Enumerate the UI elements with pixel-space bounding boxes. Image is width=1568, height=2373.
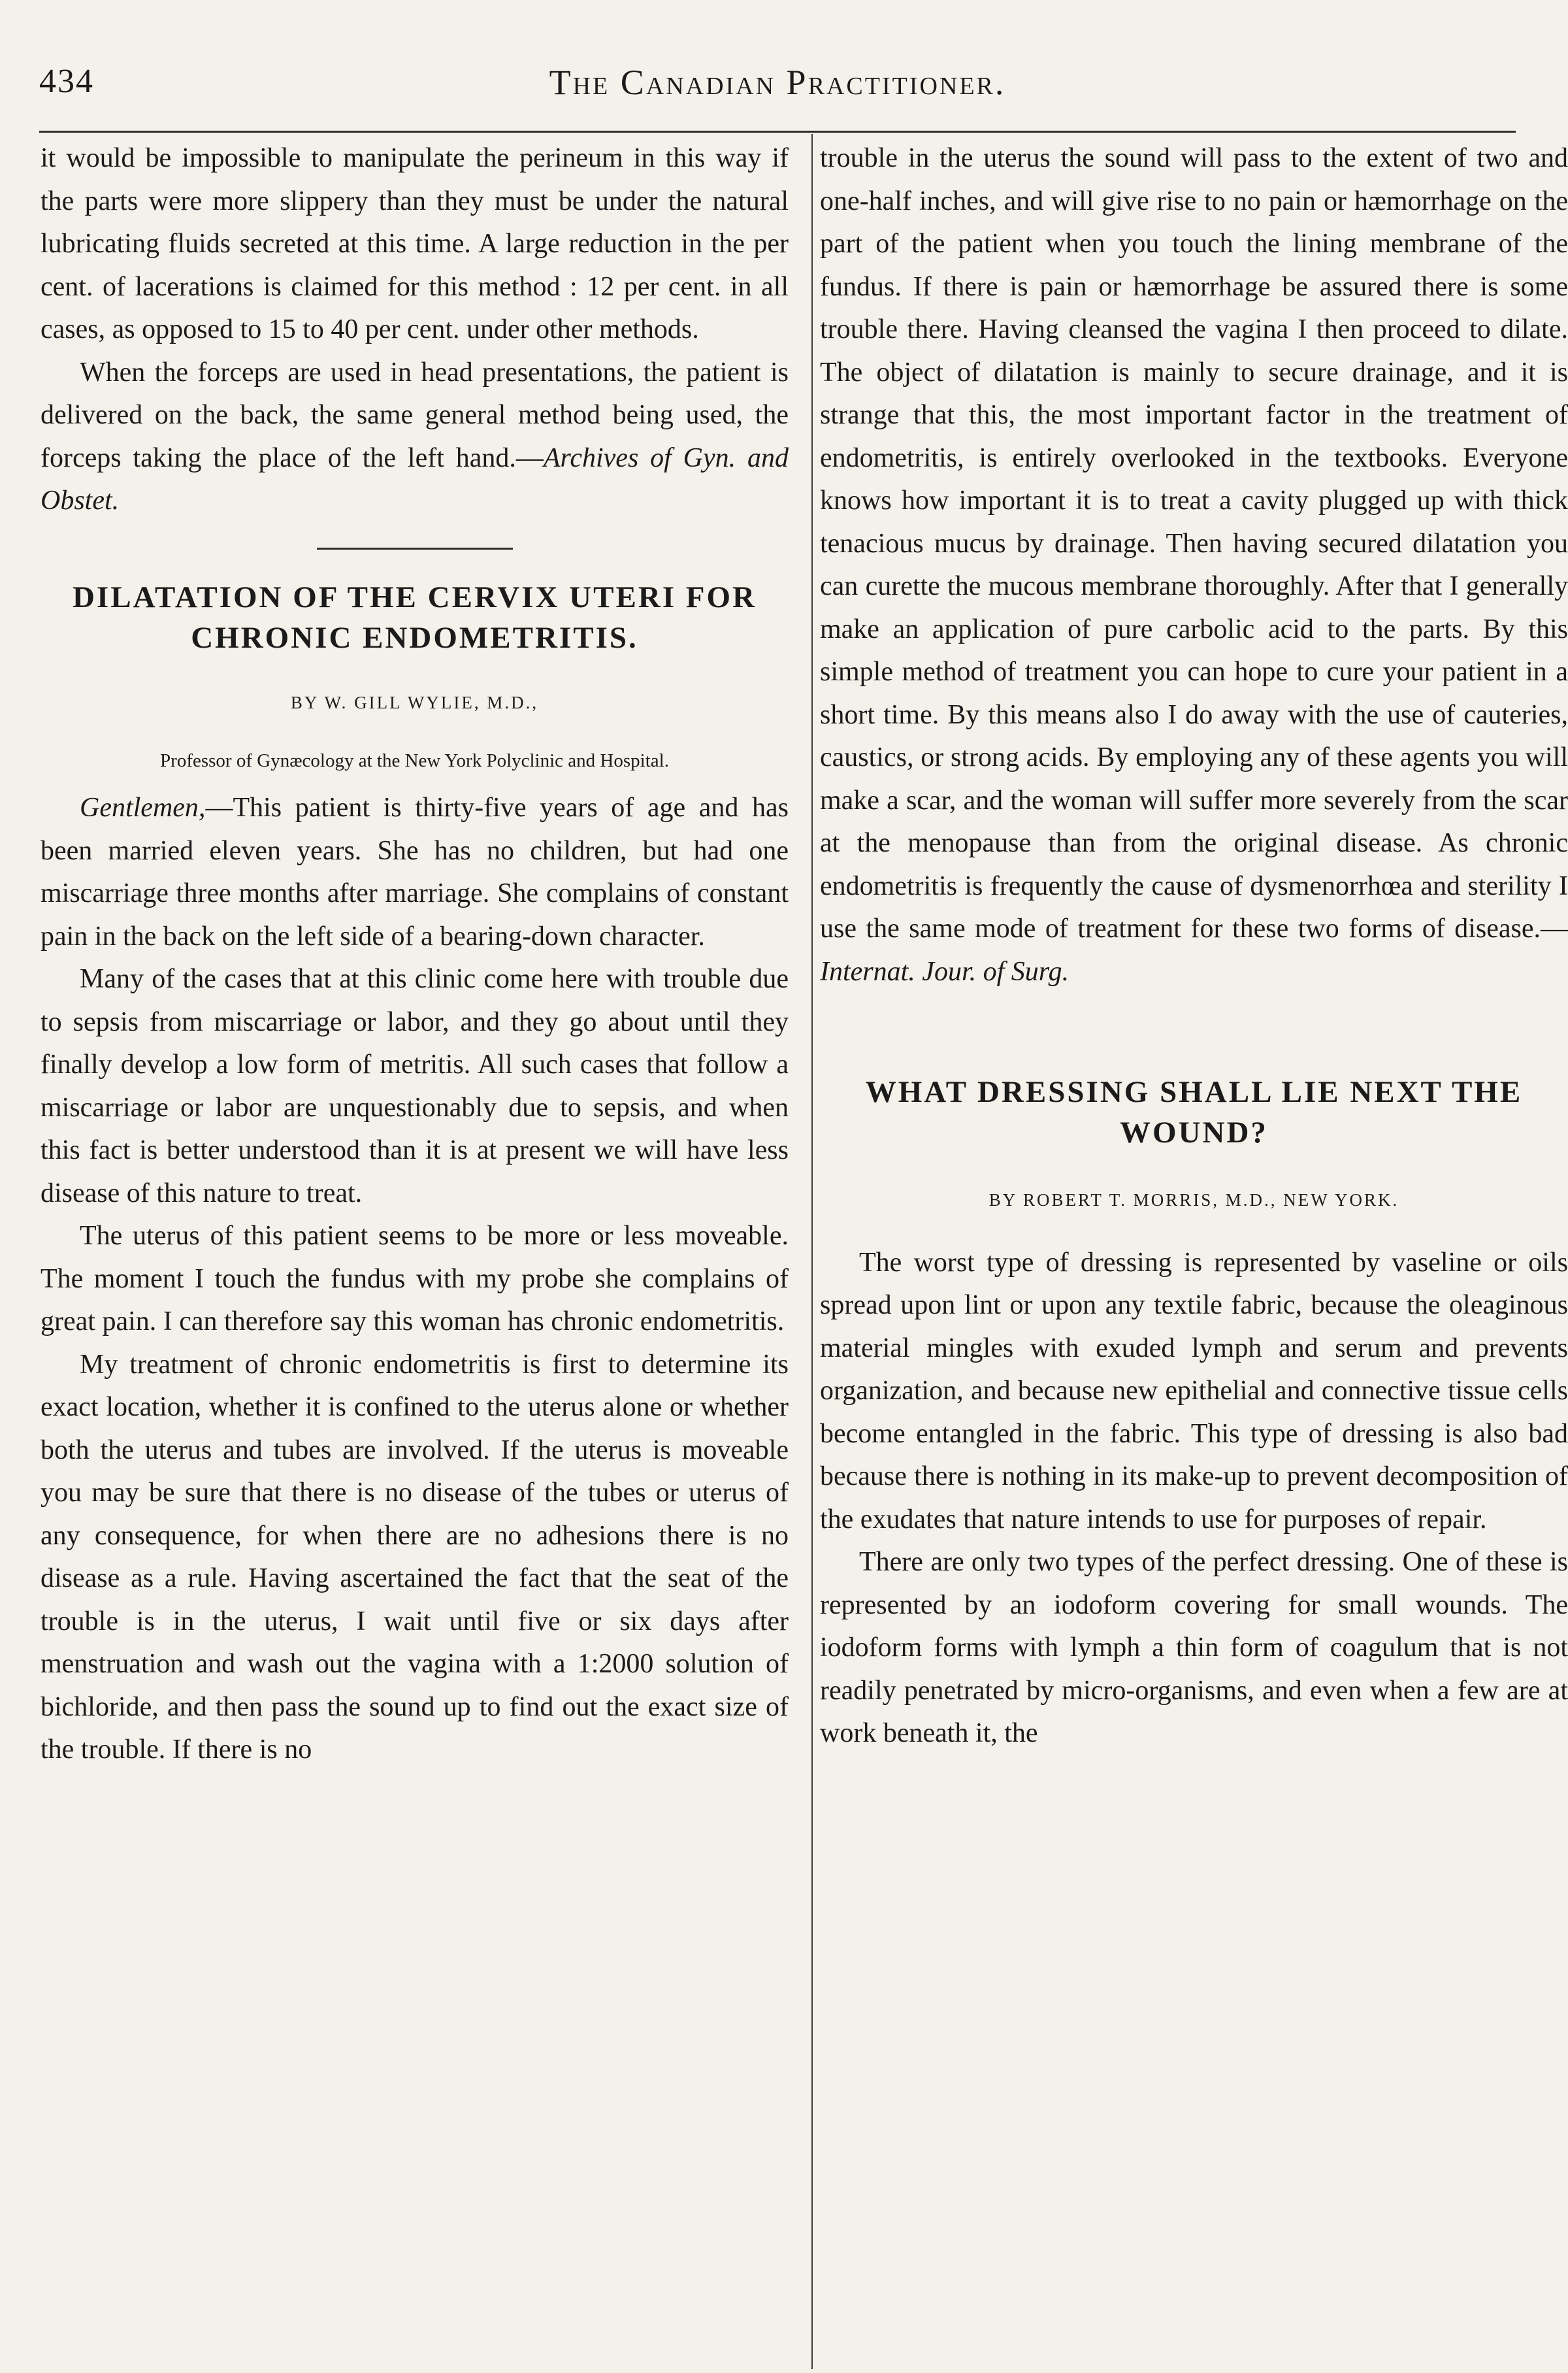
paragraph-text: —This patient is thirty-five years of age and has been married eleven years. She has no children, but had one miscarriage three months after marriage. She complains of constant pain in the back on the left side of a bearing-down character. <box>41 793 789 952</box>
article-title: WHAT DRESSING SHALL LIE NEXT THE WOUND? <box>865 1075 1523 1150</box>
article-paragraph: The worst type of dressing is represented by vaseline or oils spread upon lint or upon any textile fabric, because the oleaginous material mingles with exuded lymph and serum and prevents organization, and because new epithelial and connective tissue cells become entangled in the fabric. This type of dressing is also bad because there is nothing in its make-up to prevent decomposition of the exudates that nature intends to use for purposes of repair. <box>820 1247 1568 1535</box>
article-byline: BY ROBERT T. MORRIS, M.D., NEW YORK. <box>988 1190 1399 1210</box>
article-paragraph: Many of the cases that at this clinic come here with trouble due to sepsis from miscarriage or labor, and they go about until they finally develop a low form of metritis. All such cases that follow a miscarriage or labor are unquestionably due to sepsis, and when this fact is better understood than it is at present we will have less disease of this nature to treat. <box>41 964 789 1208</box>
header-rule <box>39 131 1516 133</box>
right-column <box>820 137 1568 1755</box>
left-column <box>41 137 789 1772</box>
source-citation: Archives of Gyn. and Obstet. <box>41 442 789 516</box>
author-affiliation: Professor of Gynæcology at the New York Polyclinic and Hospital. <box>160 750 669 771</box>
article-paragraph <box>41 787 789 958</box>
continued-paragraph: it would be impossible to manipulate the perineum in this way if the parts were more slippery than they must be under the natural lubricating fluids secreted at this time. A large reduction in the per cent. of lacerations is claimed for this method : 12 per cent. in all cases, as opposed to 15 to 40 per cent. under other methods. <box>41 143 789 344</box>
article-title: DILATATION OF THE CERVIX UTERI FOR CHRONIC ENDOMETRITIS. <box>72 580 757 655</box>
salutation: Gentlemen, <box>80 793 206 823</box>
article-byline: BY W. GILL WYLIE, M.D., <box>290 692 539 712</box>
column-divider <box>811 134 813 2369</box>
continued-paragraph-end <box>41 352 789 523</box>
article-paragraph: There are only two types of the perfect dressing. One of these is represented by an iodoform covering for small wounds. The iodoform forms with lymph a thin form of coagulum that is not readily penetrated by micro-organisms, and even when a few are at work beneath it, the <box>820 1547 1568 1748</box>
running-head <box>39 62 1516 121</box>
continued-paragraph <box>820 137 1568 993</box>
section-spacer <box>820 993 1568 1072</box>
journal-title: The Canadian Practitioner. <box>549 63 1006 102</box>
paragraph-text: trouble in the uterus the sound will pass to the extent of two and one-half inches, and will give rise to no pain or hæmorrhage on the part of the patient when you touch the lining membrane of the fundus. If there is pain or hæmorrhage be assured there is some trouble there. Having cleansed the vagina I then proceed to dilate. The object of dilatation is mainly to secure drainage, and it is strange that this, the most important factor in the treatment of endometritis, is entirely overlooked in the textbooks. Everyone knows how important it is to treat a cavity plugged up with thick tenacious mucus by drainage. Then having secured dilatation you can curette the mucous membrane thoroughly. After that I generally make an application of pure carbolic acid to the parts. By this simple method of treatment you can hope to cure your patient in a short time. By this means also I do away with the use of cauteries, caustics, or strong acids. By employing any of these agents you will make a scar, and the woman will suffer more severely from the scar at the menopause than from the original disease. As chronic endometritis is frequently the cause of dysmenorrhœa and sterility I use the same mode of treatment for these two forms of disease.— <box>820 143 1568 944</box>
paragraph-text: When the forceps are used in head presentations, the patient is delivered on the back, the same general method being used, the forceps taking the place of the left hand.— <box>41 357 789 473</box>
article-paragraph: The uterus of this patient seems to be more or less moveable. The moment I touch the fundus with my probe she complains of great pain. I can therefore say this woman has chronic endometritis. <box>41 1221 789 1336</box>
section-divider <box>317 548 513 550</box>
page-number: 434 <box>39 63 94 100</box>
source-citation: Internat. Jour. of Surg. <box>820 956 1070 987</box>
article-paragraph: My treatment of chronic endometritis is first to determine its exact location, whether it is confined to the uterus alone or whether both the uterus and tubes are involved. If the uterus is moveable you may be sure that there is no disease of the tubes or uterus of any consequence, for when there are no adhesions there is no disease as a rule. Having ascertained the fact that the seat of the trouble is in the uterus, I wait until five or six days after menstruation and wash out the vagina with a 1:2000 solution of bichloride, and then pass the sound up to find out the exact size of the trouble. If there is no <box>41 1349 789 1765</box>
